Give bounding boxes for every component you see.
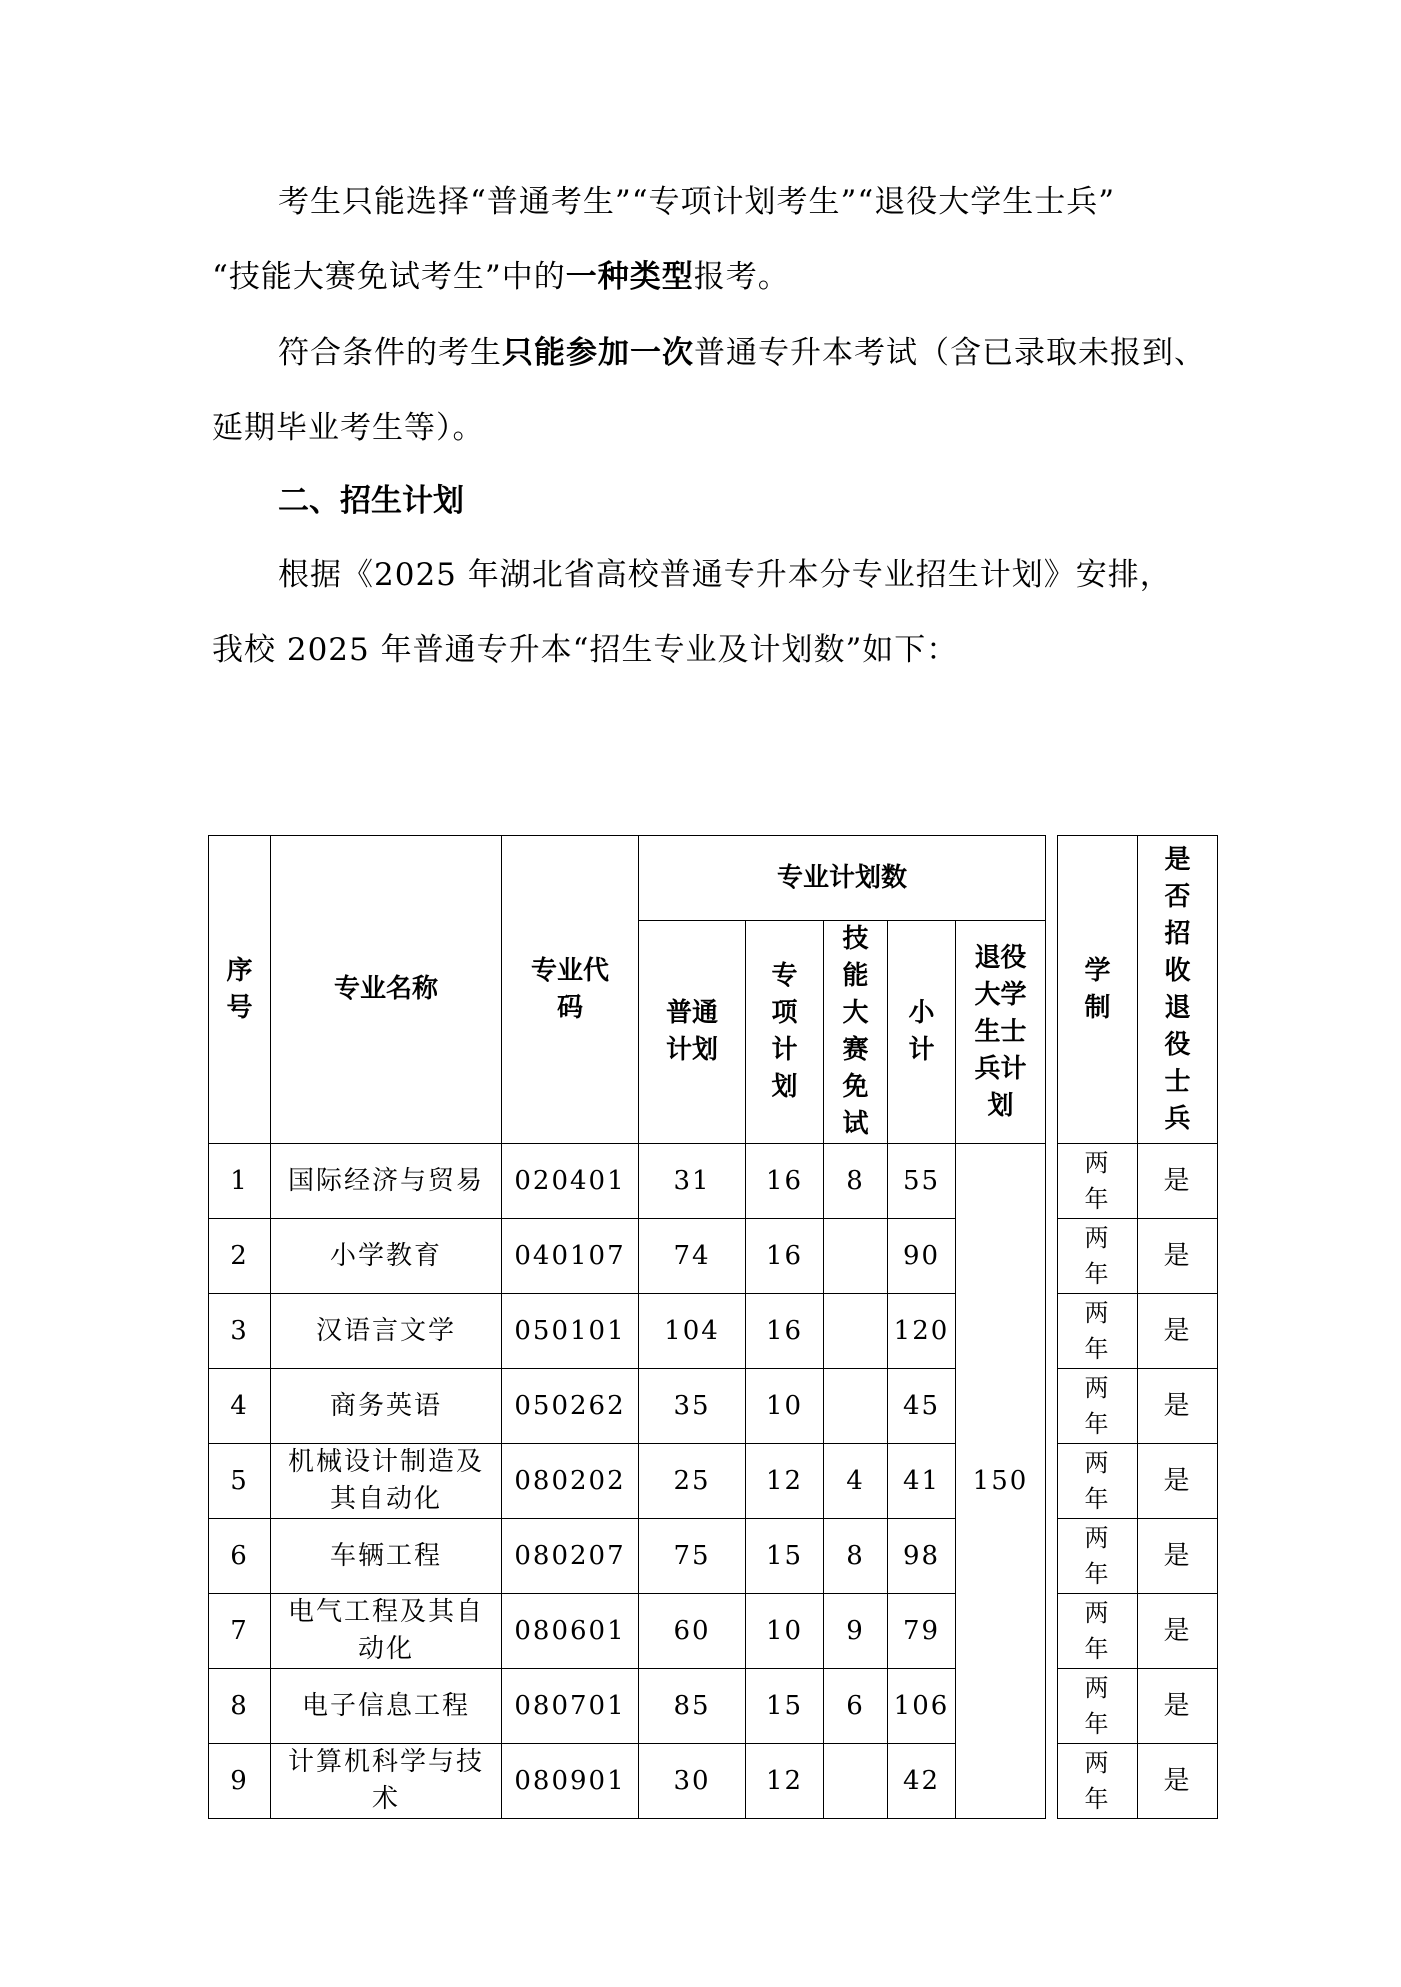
cell-seq: 1 bbox=[209, 1144, 271, 1219]
header-code-label: 专业代码 bbox=[530, 955, 609, 1023]
header-special-label: 专项计划 bbox=[771, 961, 798, 1102]
text-span: 符合条件的考生 bbox=[278, 335, 502, 371]
cell-regular: 31 bbox=[639, 1144, 746, 1219]
header-regular-label: 普通计划 bbox=[665, 998, 718, 1065]
cell-skills: 6 bbox=[824, 1669, 888, 1744]
cell-duration bbox=[1058, 1219, 1138, 1294]
cell-duration bbox=[1058, 1444, 1138, 1519]
header-seq bbox=[209, 836, 271, 1144]
cell-regular: 104 bbox=[639, 1294, 746, 1369]
cell-special: 10 bbox=[746, 1369, 824, 1444]
table-row bbox=[209, 1219, 1218, 1294]
duration-label: 两年 bbox=[1084, 1373, 1111, 1438]
enrollment-plan-table bbox=[208, 835, 1218, 1819]
header-recruit-veteran-label: 是否招收退役士兵 bbox=[1164, 844, 1191, 1134]
cell-recruit: 是 bbox=[1138, 1744, 1218, 1819]
text-span: 考生只能选择“普通考生”“专项计划考生”“退役大学生士兵” bbox=[278, 184, 1116, 220]
text-span: 报考。 bbox=[693, 259, 790, 295]
header-skills-label: 技能大赛免试 bbox=[842, 924, 869, 1139]
cell-skills bbox=[824, 1369, 888, 1444]
cell-special: 16 bbox=[746, 1144, 824, 1219]
duration-label: 两年 bbox=[1084, 1223, 1111, 1288]
paragraph-2-line-2 bbox=[212, 408, 485, 448]
cell-code: 050262 bbox=[502, 1369, 639, 1444]
duration-label: 两年 bbox=[1084, 1148, 1111, 1213]
text-span: 根据《2025 年湖北省高校普通专升本分专业招生计划》安排， bbox=[278, 557, 1172, 593]
duration-label: 两年 bbox=[1084, 1523, 1111, 1588]
text-span: 延期毕业考生等）。 bbox=[212, 410, 485, 446]
cell-regular: 60 bbox=[639, 1594, 746, 1669]
cell-seq: 2 bbox=[209, 1219, 271, 1294]
cell-code: 080701 bbox=[502, 1669, 639, 1744]
cell-skills bbox=[824, 1294, 888, 1369]
cell-recruit: 是 bbox=[1138, 1594, 1218, 1669]
header-veteran-label: 退役大学生士兵计划 bbox=[974, 942, 1027, 1121]
cell-name: 计算机科学与技术 bbox=[271, 1744, 502, 1819]
cell-special: 12 bbox=[746, 1744, 824, 1819]
cell-duration bbox=[1058, 1294, 1138, 1369]
cell-name: 电子信息工程 bbox=[271, 1669, 502, 1744]
cell-regular: 85 bbox=[639, 1669, 746, 1744]
duration-label: 两年 bbox=[1084, 1298, 1111, 1363]
duration-label: 两年 bbox=[1084, 1448, 1111, 1513]
header-name: 专业名称 bbox=[271, 836, 502, 1144]
column-gap bbox=[1046, 836, 1058, 1819]
cell-code: 040107 bbox=[502, 1219, 639, 1294]
cell-seq: 9 bbox=[209, 1744, 271, 1819]
cell-regular: 30 bbox=[639, 1744, 746, 1819]
emphasis-text: 只能参加一次 bbox=[502, 335, 694, 371]
cell-code: 080901 bbox=[502, 1744, 639, 1819]
cell-subtotal: 55 bbox=[888, 1144, 956, 1219]
cell-subtotal: 42 bbox=[888, 1744, 956, 1819]
cell-name: 汉语言文学 bbox=[271, 1294, 502, 1369]
cell-seq: 7 bbox=[209, 1594, 271, 1669]
paragraph-1-line-2 bbox=[212, 257, 790, 297]
header-special bbox=[746, 921, 824, 1144]
header-plan-group: 专业计划数 bbox=[639, 836, 1046, 921]
emphasis-text: 一种类型 bbox=[565, 259, 694, 295]
cell-code: 080202 bbox=[502, 1444, 639, 1519]
cell-subtotal: 79 bbox=[888, 1594, 956, 1669]
table-row bbox=[209, 1519, 1218, 1594]
cell-recruit: 是 bbox=[1138, 1219, 1218, 1294]
cell-subtotal: 106 bbox=[888, 1669, 956, 1744]
cell-seq: 6 bbox=[209, 1519, 271, 1594]
header-skills bbox=[824, 921, 888, 1144]
cell-duration bbox=[1058, 1744, 1138, 1819]
cell-recruit: 是 bbox=[1138, 1669, 1218, 1744]
text-span: 普通专升本考试（含已录取未报到、 bbox=[694, 335, 1206, 371]
header-subtotal bbox=[888, 921, 956, 1144]
cell-code: 050101 bbox=[502, 1294, 639, 1369]
cell-duration bbox=[1058, 1594, 1138, 1669]
cell-skills: 9 bbox=[824, 1594, 888, 1669]
cell-special: 15 bbox=[746, 1519, 824, 1594]
paragraph-1-line-1 bbox=[278, 182, 1115, 222]
cell-subtotal: 45 bbox=[888, 1369, 956, 1444]
header-subtotal-label: 小计 bbox=[908, 998, 935, 1065]
table-row bbox=[209, 1744, 1218, 1819]
header-regular bbox=[639, 921, 746, 1144]
header-veteran bbox=[956, 921, 1046, 1144]
cell-name: 电气工程及其自动化 bbox=[271, 1594, 502, 1669]
cell-seq: 3 bbox=[209, 1294, 271, 1369]
cell-seq: 4 bbox=[209, 1369, 271, 1444]
header-code bbox=[502, 836, 639, 1144]
cell-code: 080207 bbox=[502, 1519, 639, 1594]
cell-duration bbox=[1058, 1669, 1138, 1744]
cell-special: 12 bbox=[746, 1444, 824, 1519]
cell-subtotal: 120 bbox=[888, 1294, 956, 1369]
cell-name: 国际经济与贸易 bbox=[271, 1144, 502, 1219]
cell-duration bbox=[1058, 1519, 1138, 1594]
cell-code: 080601 bbox=[502, 1594, 639, 1669]
cell-skills bbox=[824, 1219, 888, 1294]
header-recruit-veteran bbox=[1138, 836, 1218, 1144]
duration-label: 两年 bbox=[1084, 1673, 1111, 1738]
cell-recruit: 是 bbox=[1138, 1369, 1218, 1444]
paragraph-3-line-1 bbox=[278, 555, 1172, 595]
cell-name: 机械设计制造及其自动化 bbox=[271, 1444, 502, 1519]
table-row bbox=[209, 1144, 1218, 1219]
cell-recruit: 是 bbox=[1138, 1519, 1218, 1594]
cell-duration bbox=[1058, 1369, 1138, 1444]
cell-special: 10 bbox=[746, 1594, 824, 1669]
cell-subtotal: 98 bbox=[888, 1519, 956, 1594]
cell-seq: 8 bbox=[209, 1669, 271, 1744]
cell-name: 小学教育 bbox=[271, 1219, 502, 1294]
cell-duration bbox=[1058, 1144, 1138, 1219]
table-row bbox=[209, 1369, 1218, 1444]
cell-skills: 8 bbox=[824, 1519, 888, 1594]
text-span: “技能大赛免试考生”中的 bbox=[212, 259, 566, 295]
cell-skills: 8 bbox=[824, 1144, 888, 1219]
cell-subtotal: 90 bbox=[888, 1219, 956, 1294]
duration-label: 两年 bbox=[1084, 1748, 1111, 1813]
cell-veteran-total: 150 bbox=[956, 1144, 1046, 1819]
paragraph-2-line-1 bbox=[278, 333, 1206, 373]
section-heading: 二、招生计划 bbox=[278, 483, 464, 519]
table-row bbox=[209, 1294, 1218, 1369]
header-duration bbox=[1058, 836, 1138, 1144]
text-span: 我校 2025 年普通专升本“招生专业及计划数”如下： bbox=[212, 632, 959, 668]
header-duration-label: 学制 bbox=[1084, 955, 1111, 1023]
cell-regular: 35 bbox=[639, 1369, 746, 1444]
cell-regular: 75 bbox=[639, 1519, 746, 1594]
cell-regular: 25 bbox=[639, 1444, 746, 1519]
cell-special: 15 bbox=[746, 1669, 824, 1744]
cell-code: 020401 bbox=[502, 1144, 639, 1219]
cell-recruit: 是 bbox=[1138, 1144, 1218, 1219]
cell-seq: 5 bbox=[209, 1444, 271, 1519]
header-seq-label: 序号 bbox=[226, 955, 253, 1023]
cell-recruit: 是 bbox=[1138, 1444, 1218, 1519]
cell-special: 16 bbox=[746, 1219, 824, 1294]
cell-skills bbox=[824, 1744, 888, 1819]
cell-special: 16 bbox=[746, 1294, 824, 1369]
table-row bbox=[209, 1594, 1218, 1669]
cell-regular: 74 bbox=[639, 1219, 746, 1294]
cell-skills: 4 bbox=[824, 1444, 888, 1519]
cell-name: 商务英语 bbox=[271, 1369, 502, 1444]
cell-recruit: 是 bbox=[1138, 1294, 1218, 1369]
cell-name: 车辆工程 bbox=[271, 1519, 502, 1594]
table-row bbox=[209, 1669, 1218, 1744]
duration-label: 两年 bbox=[1084, 1598, 1111, 1663]
paragraph-3-line-2 bbox=[212, 630, 958, 670]
cell-subtotal: 41 bbox=[888, 1444, 956, 1519]
table-row bbox=[209, 1444, 1218, 1519]
